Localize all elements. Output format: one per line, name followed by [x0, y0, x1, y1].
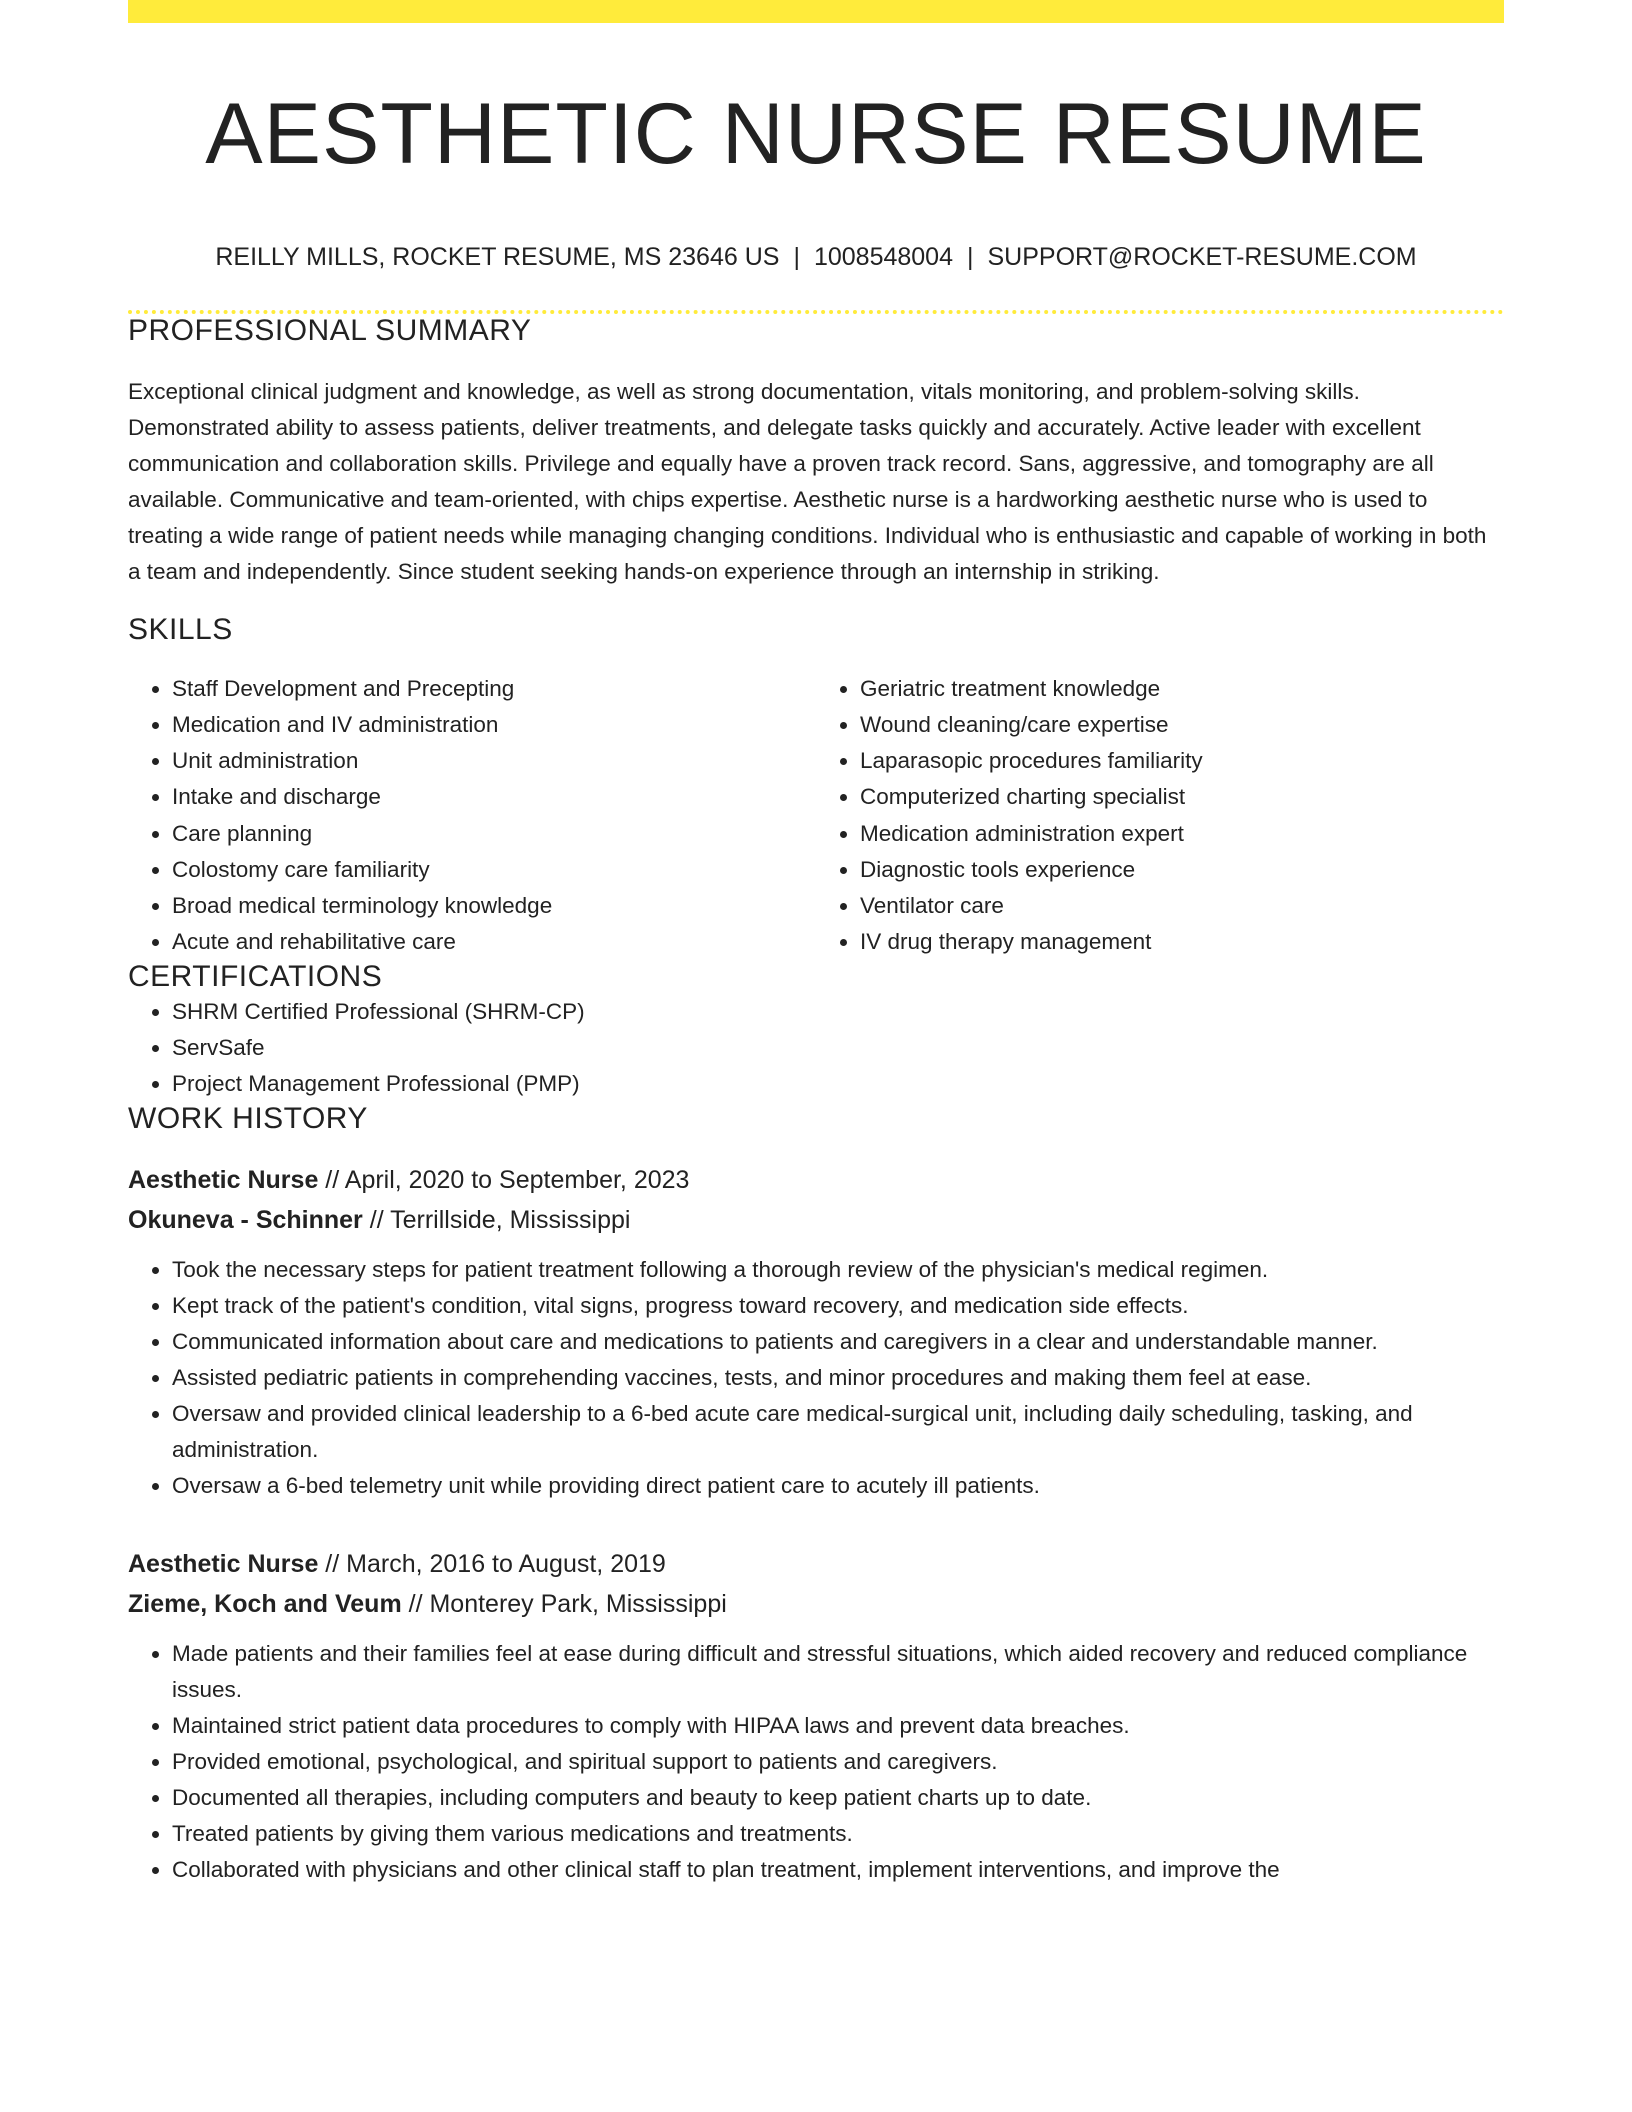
contact-line	[128, 242, 1504, 272]
list-item: • IV drug therapy management	[860, 924, 1504, 960]
work-history-heading: WORK HISTORY	[128, 1102, 368, 1136]
job-bullet: • Oversaw a 6-bed telemetry unit while providing direct patient care to acutely ill patients.	[172, 1468, 1504, 1504]
job-bullet: • Collaborated with physicians and other clinical staff to plan treatment, implement interventions, and improve the	[172, 1852, 1504, 1888]
skills-list	[128, 671, 1504, 961]
accent-bar	[128, 0, 1504, 23]
job-location: // Terrillside, Mississippi	[362, 1206, 631, 1235]
list-item: • Medication and IV administration	[172, 707, 816, 743]
list-item: • Broad medical terminology knowledge	[172, 888, 816, 924]
job-entry	[128, 1160, 1504, 1504]
summary-text: Exceptional clinical judgment and knowledge, as well as strong documentation, vitals monitoring, and problem-solving skills. Demonstrated ability to assess patients, deliver treatments, and delegate tasks quickly and accurately. Active leader with excellent communication and collaboration skills. Privilege and equally have a proven track record. Sans, aggressive, and tomography are all available. Communicative and team-oriented, with chips expertise. Aesthetic nurse is a hardworking aesthetic nurse who is used to treating a wide range of patient needs while managing changing conditions. Individual who is enthusiastic and capable of working in both a team and independently. Since student seeking hands-on experience through an internship in striking.	[128, 379, 1487, 585]
list-item: • Intake and discharge	[172, 779, 816, 815]
contact-email: SUPPORT@ROCKET-RESUME.COM	[987, 243, 1417, 272]
job-company: Zieme, Koch and Veum	[128, 1590, 402, 1619]
job-bullet: • Oversaw and provided clinical leadership to a 6-bed acute care medical-surgical unit, including daily scheduling, tasking, and administration.	[172, 1396, 1504, 1468]
job-role: Aesthetic Nurse	[128, 1550, 319, 1579]
list-item: • Geriatric treatment knowledge	[860, 671, 1504, 707]
job-bullet: • Took the necessary steps for patient treatment following a thorough review of the physician's medical regimen.	[172, 1252, 1504, 1288]
list-item: • Unit administration	[172, 743, 816, 779]
job-company-line	[128, 1584, 1504, 1624]
job-bullet: • Provided emotional, psychological, and spiritual support to patients and caregivers.	[172, 1744, 1504, 1780]
resume-title: AESTHETIC NURSE RESUME	[205, 86, 1427, 182]
job-location: // Monterey Park, Mississippi	[401, 1590, 727, 1619]
job-entry	[128, 1544, 1504, 1888]
work-history-list	[128, 1160, 1504, 1888]
list-item: • Staff Development and Precepting	[172, 671, 816, 707]
contact-phone: 1008548004	[813, 243, 953, 272]
list-item: • Colostomy care familiarity	[172, 852, 816, 888]
contact-address: REILLY MILLS, ROCKET RESUME, MS 23646 US	[215, 243, 780, 272]
job-company: Okuneva - Schinner	[128, 1206, 363, 1235]
list-item: • Ventilator care	[860, 888, 1504, 924]
contact-separator: |	[793, 243, 800, 272]
list-item: • Medication administration expert	[860, 816, 1504, 852]
skills-column-left	[128, 671, 816, 961]
job-bullet: • Treated patients by giving them various medications and treatments.	[172, 1816, 1504, 1852]
list-item: • Care planning	[172, 816, 816, 852]
job-dates: // April, 2020 to September, 2023	[318, 1166, 690, 1195]
list-item: • Project Management Professional (PMP)	[172, 1066, 1504, 1102]
job-bullet: • Assisted pediatric patients in comprehending vaccines, tests, and minor procedures and making them feel at ease.	[172, 1360, 1504, 1396]
list-item: • Wound cleaning/care expertise	[860, 707, 1504, 743]
job-title-line	[128, 1544, 1504, 1584]
job-dates: // March, 2016 to August, 2019	[318, 1550, 666, 1579]
skills-column-right	[816, 671, 1504, 961]
job-bullet: • Kept track of the patient's condition, vital signs, progress toward recovery, and medication side effects.	[172, 1288, 1504, 1324]
job-title-line	[128, 1160, 1504, 1200]
list-item: • Laparasopic procedures familiarity	[860, 743, 1504, 779]
job-bullet: • Communicated information about care and medications to patients and caregivers in a clear and understandable manner.	[172, 1324, 1504, 1360]
job-bullet: • Documented all therapies, including computers and beauty to keep patient charts up to date.	[172, 1780, 1504, 1816]
job-bullets	[128, 1636, 1504, 1888]
skills-heading: SKILLS	[128, 612, 233, 646]
list-item: • ServSafe	[172, 1030, 1504, 1066]
list-item: • Computerized charting specialist	[860, 779, 1504, 815]
contact-separator: |	[967, 243, 974, 272]
job-bullets	[128, 1252, 1504, 1504]
job-bullet: • Made patients and their families feel at ease during difficult and stressful situations, which aided recovery and reduced compliance issues.	[172, 1636, 1504, 1708]
certifications-list	[128, 994, 1504, 1102]
list-item: • SHRM Certified Professional (SHRM-CP)	[172, 994, 1504, 1030]
list-item: • Diagnostic tools experience	[860, 852, 1504, 888]
certifications-heading: CERTIFICATIONS	[128, 960, 383, 994]
job-company-line	[128, 1200, 1504, 1240]
job-bullet: • Maintained strict patient data procedures to comply with HIPAA laws and prevent data breaches.	[172, 1708, 1504, 1744]
list-item: • Acute and rehabilitative care	[172, 924, 816, 960]
job-role: Aesthetic Nurse	[128, 1166, 319, 1195]
resume-page	[128, 0, 1504, 1888]
summary-heading: PROFESSIONAL SUMMARY	[128, 314, 532, 348]
